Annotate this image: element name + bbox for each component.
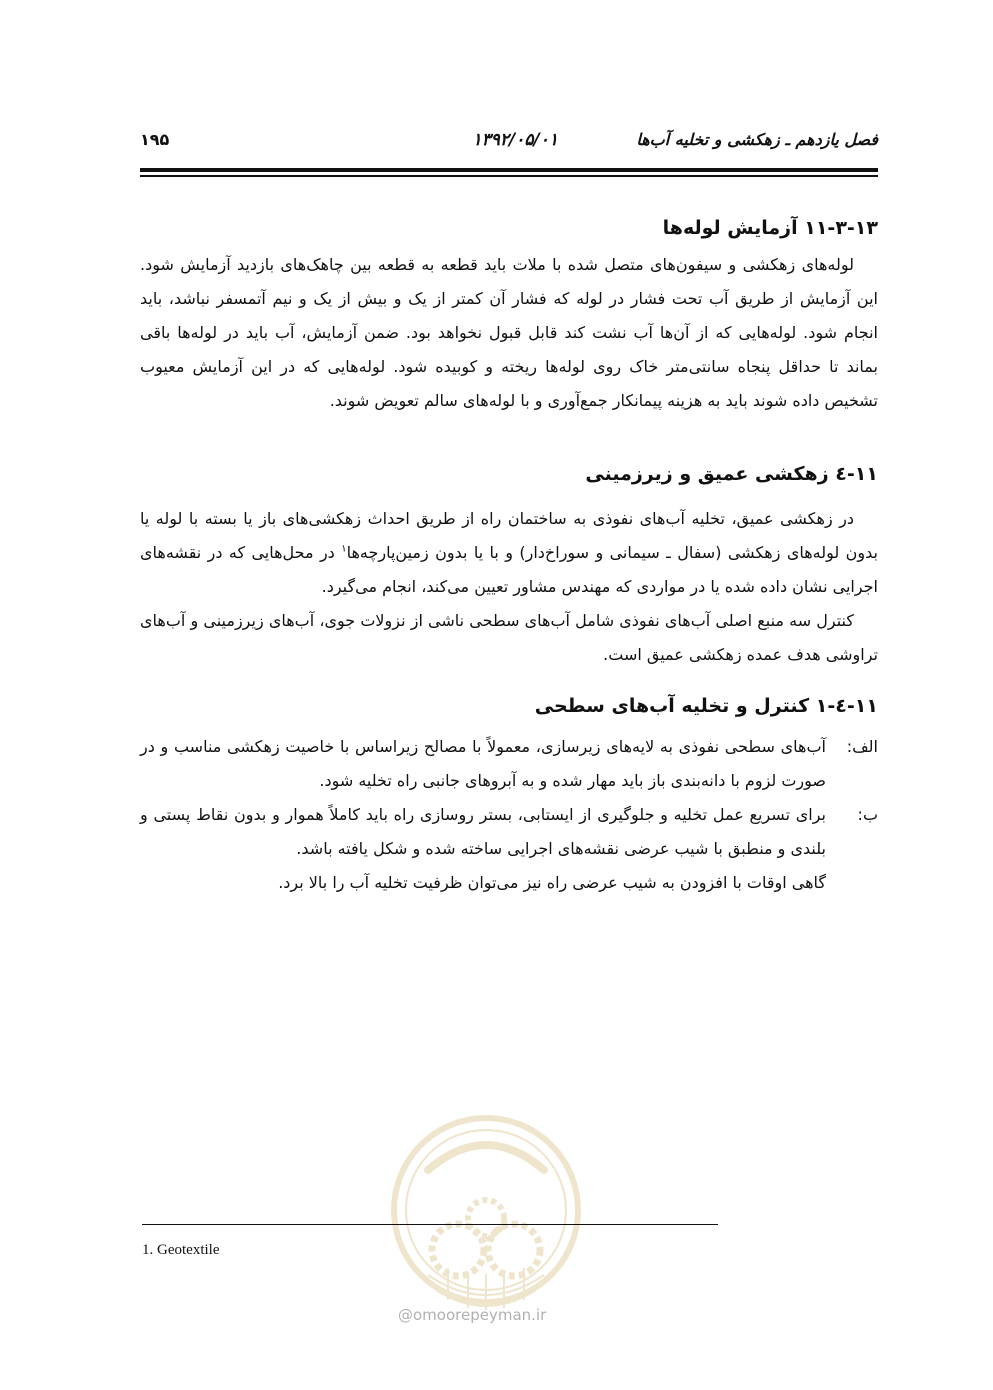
- page-number: ۱۹۵: [140, 130, 170, 149]
- list-marker-b: ب:: [857, 805, 878, 824]
- paragraph-deep-drainage-1: [140, 502, 878, 604]
- section-heading-pipe-testing: ۱۱-۳-۱۳ آزمایش لوله‌ها: [662, 217, 878, 239]
- list-item-b-continuation: گاهی اوقات با افزودن به شیب عرضی راه نیز می‌توان ظرفیت تخلیه آب را بالا برد.: [278, 873, 826, 892]
- footnote: 1. Geotextile: [142, 1242, 220, 1258]
- paragraph-deep-drainage-1-a: در زهکشی عمیق، تخلیه آب‌های نفوذی به ساختمان راه از طریق احداث زهکشی‌های باز یا بسته با لوله یا بدون لوله‌های زهکشی (سفال ـ سیمانی و سوراخ‌دار) و با یا بدون زمین‌پارچه‌ها: [140, 509, 878, 562]
- section-heading-surface-water: ۱۱-٤-۱ کنترل و تخلیه آب‌های سطحی: [534, 695, 878, 717]
- page-body: [140, 208, 878, 900]
- running-header: [140, 130, 878, 160]
- paragraph-deep-drainage-1-b: در محل‌هایی که در نقشه‌های اجرایی نشان داده شده یا در مواردی که مهندس مشاور تعیین می‌کند، انجام می‌گیرد.: [140, 543, 878, 596]
- header-rule-thin: [140, 175, 878, 177]
- paragraph-pipe-testing: لوله‌های زهکشی و سیفون‌های متصل شده با ملات باید قطعه به قطعه بین چاهک‌های بازدید آزمایش شود. این آزمایش از طریق آب تحت فشار در لوله که فشار آن کمتر از یک و بیش از یک و نیم آتمسفر نباشد، باید انجام شود. لوله‌هایی که از آن‌ها آب نشت کند قابل قبول نخواهد بود. ضمن آزمایش، آب باید در لوله‌ها باقی بماند تا حداقل پنجاه سانتی‌متر خاک روی لوله‌ها ریخته و کوبیده شود. لوله‌هایی که در این آزمایش معیوب تشخیص داده شوند باید به هزینه پیمانکار جمع‌آوری و با لوله‌های سالم تعویض شوند.: [140, 255, 878, 410]
- header-date: ۱۳۹۲/۰۵/۰۱: [472, 130, 558, 150]
- watermark-site: @omoorepeyman.ir: [398, 1306, 547, 1324]
- chapter-title: فصل یازدهم ـ زهکشی و تخلیه آب‌ها: [636, 130, 878, 149]
- watermark-seal-icon: [388, 1100, 584, 1320]
- footnote-marker: ۱: [341, 543, 347, 555]
- header-rule-thick: [140, 168, 878, 172]
- list-marker-a: الف:: [846, 737, 878, 756]
- list-item-a: [140, 730, 878, 798]
- list-item-b: [140, 798, 878, 866]
- list-item-a-text: آب‌های سطحی نفوذی به لایه‌های زیرسازی، معمولاً با مصالح زیراساس با خاصیت زهکشی مناسب و در صورت لزوم با دانه‌بندی باز باید مهار شده و به آبروهای جانبی راه تخلیه شود.: [140, 737, 826, 790]
- list-item-b-text: برای تسریع عمل تخلیه و جلوگیری از ایستابی، بستر روسازی راه باید کاملاً هموار و بدون نقاط پستی و بلندی و منطبق با شیب عرضی نقشه‌های اجرایی ساخته شده و شکل یافته باشد.: [140, 805, 826, 858]
- paragraph-deep-drainage-2: کنترل سه منبع اصلی آب‌های نفوذی شامل آب‌های سطحی ناشی از نزولات جوی، آب‌های زیرزمینی و آب‌های تراوشی هدف عمده زهکشی عمیق است.: [140, 611, 878, 664]
- section-heading-deep-drainage: ۱۱-٤ زهکشی عمیق و زیرزمینی: [585, 463, 878, 485]
- footnote-rule: [142, 1224, 718, 1225]
